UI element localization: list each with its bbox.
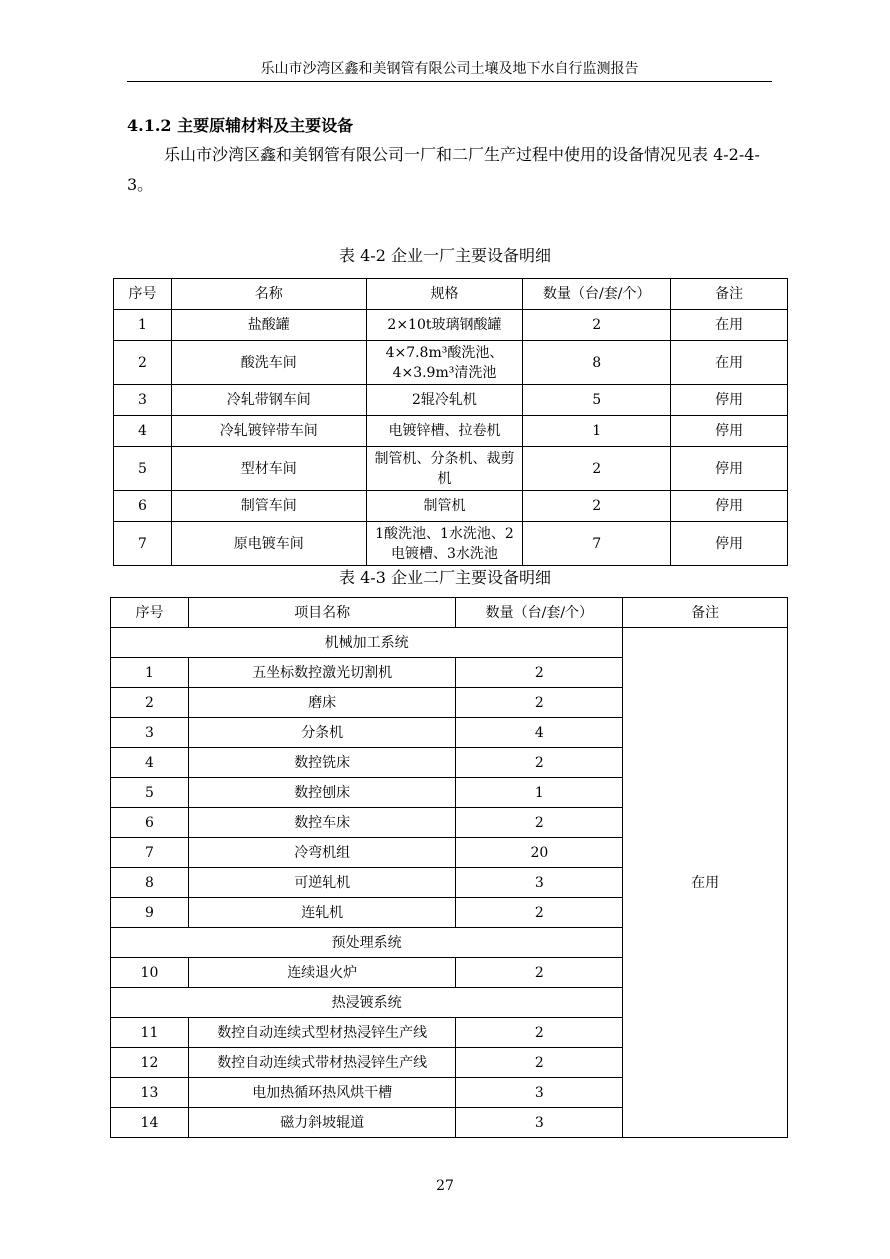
table1-caption: 表 4-2 企业一厂主要设备明细 xyxy=(339,246,551,265)
group-row xyxy=(111,628,788,658)
cell-no: 4 xyxy=(114,416,172,447)
cell-no: 7 xyxy=(114,522,172,566)
cell-qty: 3 xyxy=(456,868,623,898)
cell-no: 7 xyxy=(111,838,189,868)
cell-remark-merged: 在用 xyxy=(623,628,788,1138)
cell-name: 磨床 xyxy=(188,688,456,718)
cell-name: 数控自动连续式型材热浸锌生产线 xyxy=(188,1018,456,1048)
cell-qty: 2 xyxy=(456,958,623,988)
header-cell: 数量（台/套/个） xyxy=(456,598,623,628)
cell-name: 连续退火炉 xyxy=(188,958,456,988)
cell-no: 9 xyxy=(111,898,189,928)
header-cell: 序号 xyxy=(114,279,172,310)
page-number: 27 xyxy=(436,1178,454,1194)
cell-no: 2 xyxy=(111,688,189,718)
cell-name: 数控刨床 xyxy=(188,778,456,808)
cell-qty: 2 xyxy=(523,491,671,522)
cell-name: 五坐标数控激光切割机 xyxy=(188,658,456,688)
table-row xyxy=(114,341,788,385)
cell-name: 数控自动连续式带材热浸锌生产线 xyxy=(188,1048,456,1078)
cell-no: 12 xyxy=(111,1048,189,1078)
cell-name: 冷轧带钢车间 xyxy=(171,385,366,416)
cell-qty: 1 xyxy=(523,416,671,447)
section-heading: 4.1.2 主要原辅材料及主要设备 xyxy=(127,116,354,135)
group-label: 机械加工系统 xyxy=(111,628,623,658)
cell-remark: 停用 xyxy=(671,447,788,491)
group-label: 热浸镀系统 xyxy=(111,988,623,1018)
table-row xyxy=(114,416,788,447)
cell-no: 3 xyxy=(114,385,172,416)
cell-no: 1 xyxy=(111,658,189,688)
cell-no: 6 xyxy=(114,491,172,522)
cell-no: 3 xyxy=(111,718,189,748)
cell-qty: 3 xyxy=(456,1078,623,1108)
cell-no: 4 xyxy=(111,748,189,778)
table-row xyxy=(114,385,788,416)
header-cell: 规格 xyxy=(366,279,523,310)
cell-qty: 2 xyxy=(456,748,623,778)
cell-spec: 制管机 xyxy=(366,491,523,522)
cell-qty: 2 xyxy=(456,898,623,928)
cell-qty: 7 xyxy=(523,522,671,566)
cell-qty: 3 xyxy=(456,1108,623,1138)
body-paragraph: 乐山市沙湾区鑫和美钢管有限公司一厂和二厂生产过程中使用的设备情况见表 4-2-4-3。 xyxy=(127,145,760,194)
cell-remark: 停用 xyxy=(671,416,788,447)
cell-name: 型材车间 xyxy=(171,447,366,491)
cell-name: 分条机 xyxy=(188,718,456,748)
cell-qty: 2 xyxy=(456,688,623,718)
cell-no: 1 xyxy=(114,310,172,341)
cell-name: 冷弯机组 xyxy=(188,838,456,868)
cell-remark: 停用 xyxy=(671,385,788,416)
table-row xyxy=(114,310,788,341)
cell-qty: 2 xyxy=(456,1018,623,1048)
cell-qty: 2 xyxy=(456,1048,623,1078)
cell-name: 原电镀车间 xyxy=(171,522,366,566)
table-row xyxy=(114,522,788,566)
cell-name: 磁力斜坡辊道 xyxy=(188,1108,456,1138)
cell-qty: 2 xyxy=(523,447,671,491)
cell-no: 10 xyxy=(111,958,189,988)
cell-name: 盐酸罐 xyxy=(171,310,366,341)
table-row xyxy=(114,447,788,491)
cell-spec: 2辊冷轧机 xyxy=(366,385,523,416)
cell-name: 数控铣床 xyxy=(188,748,456,778)
table2-equipment-plant2 xyxy=(110,597,788,1138)
cell-name: 冷轧镀锌带车间 xyxy=(171,416,366,447)
cell-no: 13 xyxy=(111,1078,189,1108)
cell-qty: 2 xyxy=(523,310,671,341)
cell-qty: 5 xyxy=(523,385,671,416)
cell-name: 酸洗车间 xyxy=(171,341,366,385)
header-cell: 名称 xyxy=(171,279,366,310)
cell-remark: 停用 xyxy=(671,491,788,522)
cell-no: 6 xyxy=(111,808,189,838)
cell-no: 5 xyxy=(111,778,189,808)
table-header-row xyxy=(111,598,788,628)
running-header: 乐山市沙湾区鑫和美钢管有限公司土壤及地下水自行监测报告 xyxy=(260,61,639,77)
cell-qty: 2 xyxy=(456,658,623,688)
header-cell: 项目名称 xyxy=(188,598,456,628)
cell-spec: 1酸洗池、1水洗池、2电镀槽、3水洗池 xyxy=(366,522,523,566)
header-cell: 序号 xyxy=(111,598,189,628)
cell-remark: 在用 xyxy=(671,341,788,385)
table1-equipment-plant1 xyxy=(113,278,788,566)
group-label: 预处理系统 xyxy=(111,928,623,958)
cell-spec: 2×10t玻璃钢酸罐 xyxy=(366,310,523,341)
cell-qty: 4 xyxy=(456,718,623,748)
cell-qty: 8 xyxy=(523,341,671,385)
table-header-row xyxy=(114,279,788,310)
cell-name: 连轧机 xyxy=(188,898,456,928)
table-row xyxy=(114,491,788,522)
cell-spec: 制管机、分条机、裁剪机 xyxy=(366,447,523,491)
cell-name: 制管车间 xyxy=(171,491,366,522)
cell-name: 数控车床 xyxy=(188,808,456,838)
header-cell: 备注 xyxy=(671,279,788,310)
cell-qty: 20 xyxy=(456,838,623,868)
cell-spec: 4×7.8m³酸洗池、4×3.9m³清洗池 xyxy=(366,341,523,385)
cell-name: 电加热循环热风烘干槽 xyxy=(188,1078,456,1108)
cell-remark: 在用 xyxy=(671,310,788,341)
cell-no: 5 xyxy=(114,447,172,491)
header-cell: 数量（台/套/个） xyxy=(523,279,671,310)
cell-name: 可逆轧机 xyxy=(188,868,456,898)
cell-no: 2 xyxy=(114,341,172,385)
cell-no: 11 xyxy=(111,1018,189,1048)
header-rule xyxy=(127,81,772,82)
cell-no: 8 xyxy=(111,868,189,898)
table2-caption: 表 4-3 企业二厂主要设备明细 xyxy=(339,568,551,587)
header-cell: 备注 xyxy=(623,598,788,628)
cell-qty: 1 xyxy=(456,778,623,808)
cell-remark: 停用 xyxy=(671,522,788,566)
cell-spec: 电镀锌槽、拉卷机 xyxy=(366,416,523,447)
cell-no: 14 xyxy=(111,1108,189,1138)
cell-qty: 2 xyxy=(456,808,623,838)
